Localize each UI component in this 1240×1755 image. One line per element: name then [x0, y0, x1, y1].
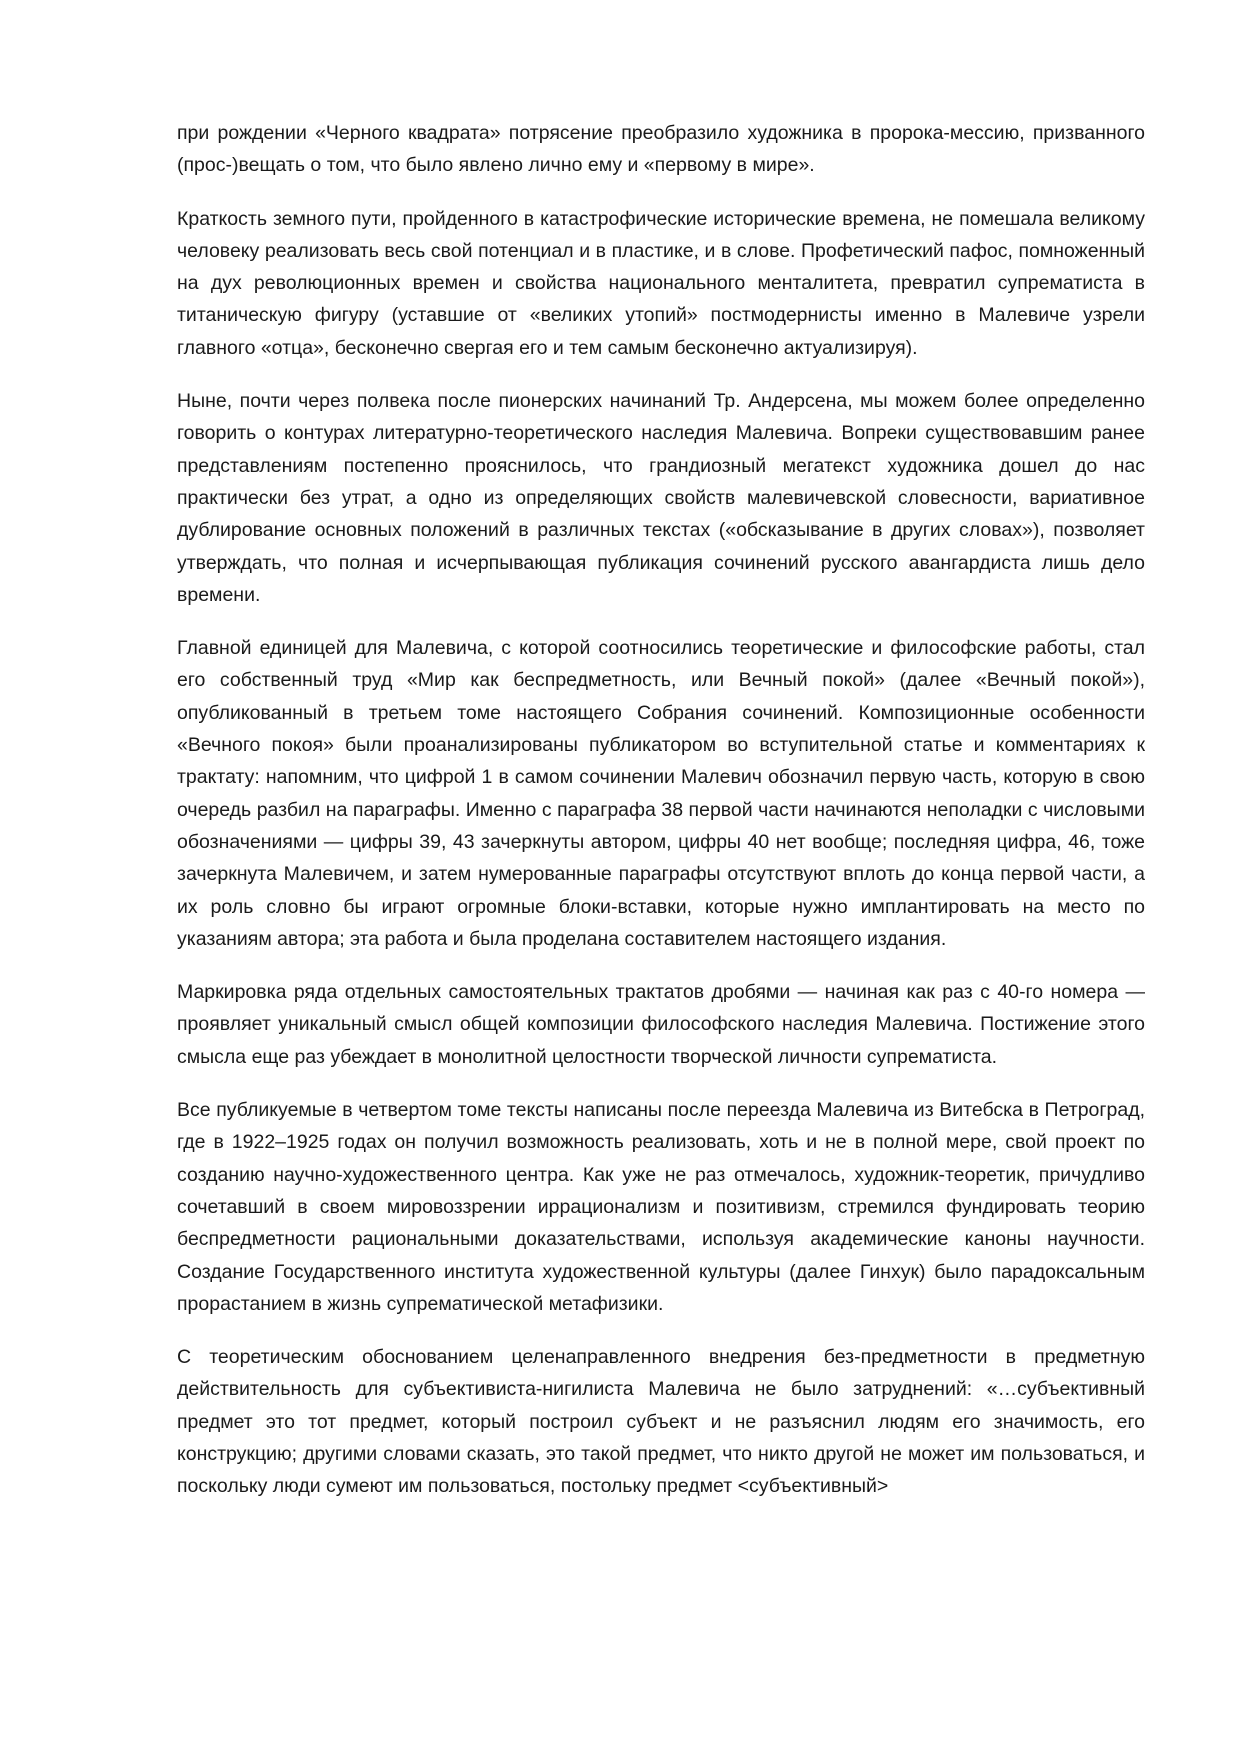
paragraph-6: Все публикуемые в четвертом томе тексты написаны после переезда Малевича из Витебска в Петроград, где в 1922–1925 годах он получил возможность реализовать, хоть и не в полной мере, свой проект по созданию научно-художественного центра. Как уже не раз отмечалось, художник-теоретик, причудливо сочетавший в своем мировоззрении иррационализм и позитивизм, стремился фундировать теорию беспредметности рациональными доказательствами, используя академические каноны научности. Создание Государственного института художественной культуры (далее Гинхук) было парадоксальным прорастанием в жизнь супрематической метафизики.	[177, 1099, 1145, 1315]
paragraph-2: Краткость земного пути, пройденного в катастрофические исторические времена, не помешала великому человеку реализовать весь свой потенциал и в пластике, и в слове. Профетический пафос, помноженный на дух революционных времен и свойства национального менталитета, превратил супрематиста в титаническую фигуру (уставшие от «великих утопий» постмодернисты именно в Малевиче узрели главного «отца», бесконечно свергая его и тем самым бесконечно актуализируя).	[177, 207, 1145, 359]
paragraph-5: Маркировка ряда отдельных самостоятельных трактатов дробями — начиная как раз с 40-го номера — проявляет уникальный смысл общей композиции философского наследия Малевича. Постижение этого смысла еще раз убеждает в монолитной целостности творческой личности супрематиста.	[177, 981, 1145, 1068]
paragraph-7: С теоретическим обоснованием целенаправленного внедрения без-предметности в предметную действительность для субъективиста-нигилиста Малевича не было затруднений: «…субъективный предмет это тот предмет, который построил субъект и не разъяснил людям его значимость, его конструкцию; другими словами сказать, это такой предмет, что никто другой не может им пользоваться, и поскольку люди сумеют им пользоваться, постольку предмет <субъективный>	[177, 1346, 1145, 1498]
paragraph-4: Главной единицей для Малевича, с которой соотносились теоретические и философские работы, стал его собственный труд «Мир как беспредметность, или Вечный покой» (далее «Вечный покой»), опубликованный в третьем томе настоящего Собрания сочинений. Композиционные особенности «Вечного покоя» были проанализированы публикатором во вступительной статье и комментариях к трактату: напомним, что цифрой 1 в самом сочинении Малевич обозначил первую часть, которую в свою очередь разбил на параграфы. Именно с параграфа 38 первой части начинаются неполадки с числовыми обозначениями — цифры 39, 43 зачеркнуты автором, цифры 40 нет вообще; последняя цифра, 46, тоже зачеркнута Малевичем, и затем нумерованные параграфы отсутствуют вплоть до конца первой части, а их роль словно бы играют огромные блоки-вставки, которые нужно имплантировать на место по указаниям автора; эта работа и была проделана составителем настоящего издания.	[177, 637, 1145, 950]
paragraph-3: Ныне, почти через полвека после пионерских начинаний Тр. Андерсена, мы можем более определенно говорить о контурах литературно-теоретического наследия Малевича. Вопреки существовавшим ранее представлениям постепенно прояснилось, что грандиозный мегатекст художника дошел до нас практически без утрат, а одно из определяющих свойств малевичевской словесности, вариативное дублирование основных положений в различных текстах («обсказывание в других словах»), позволяет утверждать, что полная и исчерпывающая публикация сочинений русского авангардиста лишь дело времени.	[177, 390, 1145, 606]
paragraph-1: при рождении «Черного квадрата» потрясение преобразило художника в пророка-мессию, призванного (прос-)вещать о том, что было явлено лично ему и «первому в мире».	[177, 122, 1145, 177]
document-page	[177, 117, 1145, 1503]
